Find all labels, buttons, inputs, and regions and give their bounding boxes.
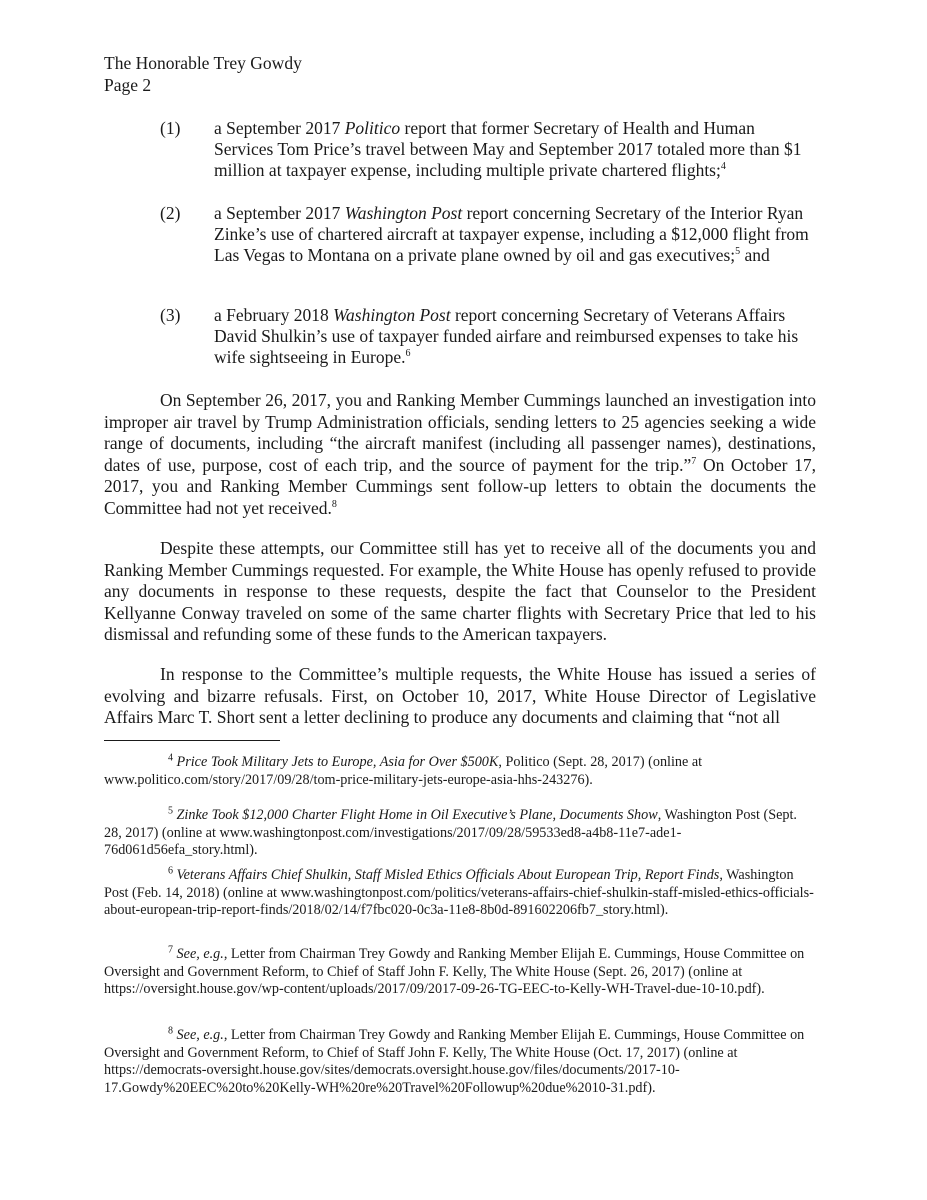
footnote-divider [104, 740, 280, 741]
footnote-5: $^5$ Zinke Took $12,000 Charter Flight Home in Oil Executive’s Plane, Documents Show, Washington Post (Sept. 28, 2017) (online at www.washingtonpost.com/investigations/2017/09/28/59533ed8-a4b8-11e7-ade1-76d061d56efa_story.html). [104, 805, 797, 858]
letter-header [104, 52, 302, 96]
footnote-ref: 7 [691, 455, 697, 467]
paragraph-1: On September 26, 2017, you and Ranking Member Cummings launched an investigation into improper air travel by Trump Administration officials, sending letters to 25 agencies seeking a wide range of documents, including “the aircraft manifest (including all passenger names), destinations, dates of use, purpose, cost of each trip, and the source of payment for the trip.”$^7$ On October 17, 2017, you and Ranking Member Cummings sent follow-up letters to obtain the documents the Committee had not yet received.$^8$ [104, 390, 816, 518]
list-text: a February 2018 Washington Post report concerning Secretary of Veterans Affairs David Shulkin’s use of taxpayer funded airfare and reimbursed expenses to take his wife sightseeing in Europe.$^6$ [214, 305, 799, 367]
list-number: (1) [160, 118, 181, 138]
footnote-6: $^6$ Veterans Affairs Chief Shulkin, Staff Misled Ethics Officials About European Trip, Report Finds, Washington Post (Feb. 14, 2018) (online at www.washingtonpost.com/politics/veterans-affairs-chief-shulkin-staff-misled-ethics-officials-about-european-trip-report-finds/2018/02/14/f7fbc020-0c3a-11e8-8b0d-891602206fb7_story.html). [104, 865, 814, 918]
footnote-ref: 8 [331, 498, 337, 510]
list-number: (2) [160, 203, 181, 223]
list-number: (3) [160, 305, 181, 325]
list-text: a September 2017 Politico report that former Secretary of Health and Human Services Tom Price’s travel between May and September 2017 totaled more than $1 million at taxpayer expense, including multiple private chartered flights;$^4$ [214, 118, 802, 180]
footnote-number: 5 [168, 805, 173, 817]
footnote-number: 4 [168, 752, 173, 764]
page-number: Page 2 [104, 75, 152, 95]
addressee: The Honorable Trey Gowdy [104, 53, 302, 73]
footnote-ref: 4 [720, 161, 726, 173]
footnote-8: $^8$ See, e.g., Letter from Chairman Trey Gowdy and Ranking Member Elijah E. Cummings, House Committee on Oversight and Government Reform, to Chief of Staff John F. Kelly, The White House (Oct. 17, 2017) (online at https://democrats-oversight.house.gov/sites/democrats.oversight.house.gov/files/documents/2017-10-17.Gowdy%20EEC%20to%20Kelly-WH%20re%20Travel%20Followup%20due%2010-31.pdf). [104, 1025, 805, 1096]
footnote-4: $^4$ Price Took Military Jets to Europe, Asia for Over $500K, Politico (Sept. 28, 2017) (online at www.politico.com/story/2017/09/28/tom-price-military-jets-europe-asia-hhs-243276). [104, 752, 703, 788]
paragraph-2: Despite these attempts, our Committee still has yet to receive all of the documents you and Ranking Member Cummings requested. For example, the White House has openly refused to provide any documents in response to these requests, despite the fact that Counselor to the President Kellyanne Conway traveled on some of the same charter flights with Secretary Price that led to his dismissal and refunding some of these funds to the American taxpayers. [104, 538, 816, 644]
footnote-number: 6 [168, 865, 173, 877]
footnote-ref: 5 [735, 246, 741, 258]
list-text: a September 2017 Washington Post report concerning Secretary of the Interior Ryan Zinke’s use of chartered aircraft at taxpayer expense, including a $12,000 flight from Las Vegas to Montana on a private plane owned by oil and gas executives;$^5$ and [214, 203, 809, 265]
footnote-7: $^7$ See, e.g., Letter from Chairman Trey Gowdy and Ranking Member Elijah E. Cummings, House Committee on Oversight and Government Reform, to Chief of Staff John F. Kelly, The White House (Sept. 26, 2017) (online at https://oversight.house.gov/wp-content/uploads/2017/09/2017-09-26-TG-EEC-to-Kelly-WH-Travel-due-10-10.pdf). [104, 944, 805, 997]
footnote-number: 8 [168, 1025, 173, 1037]
footnote-ref: 6 [405, 348, 411, 360]
paragraph-3: In response to the Committee’s multiple requests, the White House has issued a series of evolving and bizarre refusals. First, on October 10, 2017, White House Director of Legislative Affairs Marc T. Short sent a letter declining to produce any documents and claiming that “not all [104, 664, 816, 727]
footnote-number: 7 [168, 944, 173, 956]
